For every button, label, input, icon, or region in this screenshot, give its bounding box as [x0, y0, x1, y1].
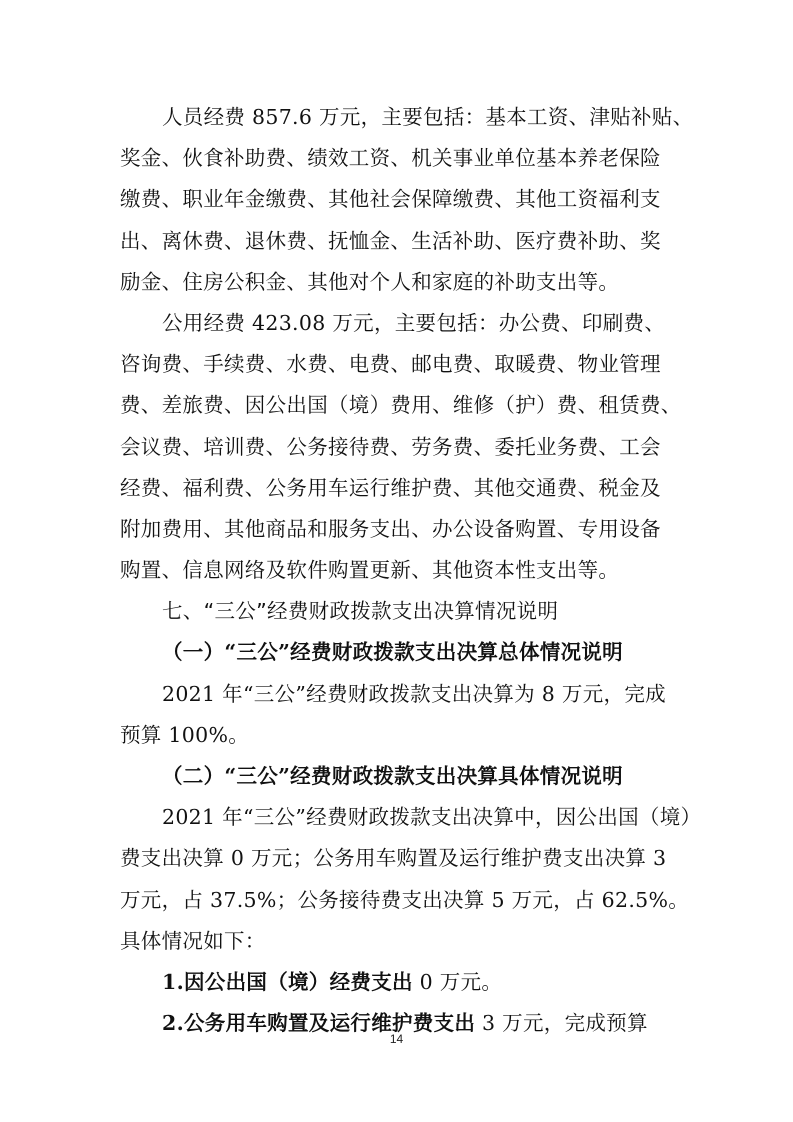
page-number: 14	[389, 1032, 404, 1046]
sub2-line-2: 费支出决算 0 万元；公务用车购置及运行维护费支出决算 3	[120, 846, 667, 870]
item-2-value: 3 万元，完成预算	[475, 1011, 648, 1035]
subheading-2: （二）“三公”经费财政拨款支出决算具体情况说明	[162, 764, 623, 788]
section-heading-7: 七、“三公”经费财政拨款支出决算情况说明	[162, 599, 559, 623]
sub1-line-1: 2021 年“三公”经费财政拨款支出决算为 8 万元，完成	[162, 682, 666, 706]
sub2-line-3: 万元，占 37.5%；公务接待费支出决算 5 万元，占 62.5%。	[120, 888, 690, 912]
item-2-label: 2.公务用车购置及运行维护费支出	[162, 1011, 476, 1035]
sub2-line-1: 2021 年“三公”经费财政拨款支出决算中，因公出国（境）	[162, 805, 702, 829]
public-line-3: 费、差旅费、因公出国（境）费用、维修（护）费、租赁费、	[120, 393, 682, 417]
public-line-5: 经费、福利费、公务用车运行维护费、其他交通费、税金及	[120, 476, 661, 500]
item-2	[162, 1009, 722, 1037]
sub2-line-4: 具体情况如下：	[120, 929, 266, 953]
item-1-label: 1.因公出国（境）经费支出	[162, 970, 413, 994]
sub1-line-2: 预算 100%。	[120, 723, 250, 747]
public-line-4: 会议费、培训费、公务接待费、劳务费、委托业务费、工会	[120, 435, 661, 459]
public-line-2: 咨询费、手续费、水费、电费、邮电费、取暖费、物业管理	[120, 352, 661, 376]
personnel-line-2: 奖金、伙食补助费、绩效工资、机关事业单位基本养老保险	[120, 146, 661, 170]
personnel-line-3: 缴费、职业年金缴费、其他社会保障缴费、其他工资福利支	[120, 187, 661, 211]
subheading-1: （一）“三公”经费财政拨款支出决算总体情况说明	[162, 640, 623, 664]
public-line-1: 公用经费 423.08 万元，主要包括：办公费、印刷费、	[162, 311, 666, 335]
public-line-6: 附加费用、其他商品和服务支出、办公设备购置、专用设备	[120, 517, 661, 541]
item-1	[162, 968, 722, 996]
public-line-7: 购置、信息网络及软件购置更新、其他资本性支出等。	[120, 558, 620, 582]
item-1-value: 0 万元。	[412, 970, 503, 994]
personnel-line-1: 人员经费 857.6 万元，主要包括：基本工资、津贴补贴、	[162, 105, 694, 129]
personnel-line-5: 励金、住房公积金、其他对个人和家庭的补助支出等。	[120, 270, 620, 294]
personnel-line-4: 出、离休费、退休费、抚恤金、生活补助、医疗费补助、奖	[120, 229, 661, 253]
